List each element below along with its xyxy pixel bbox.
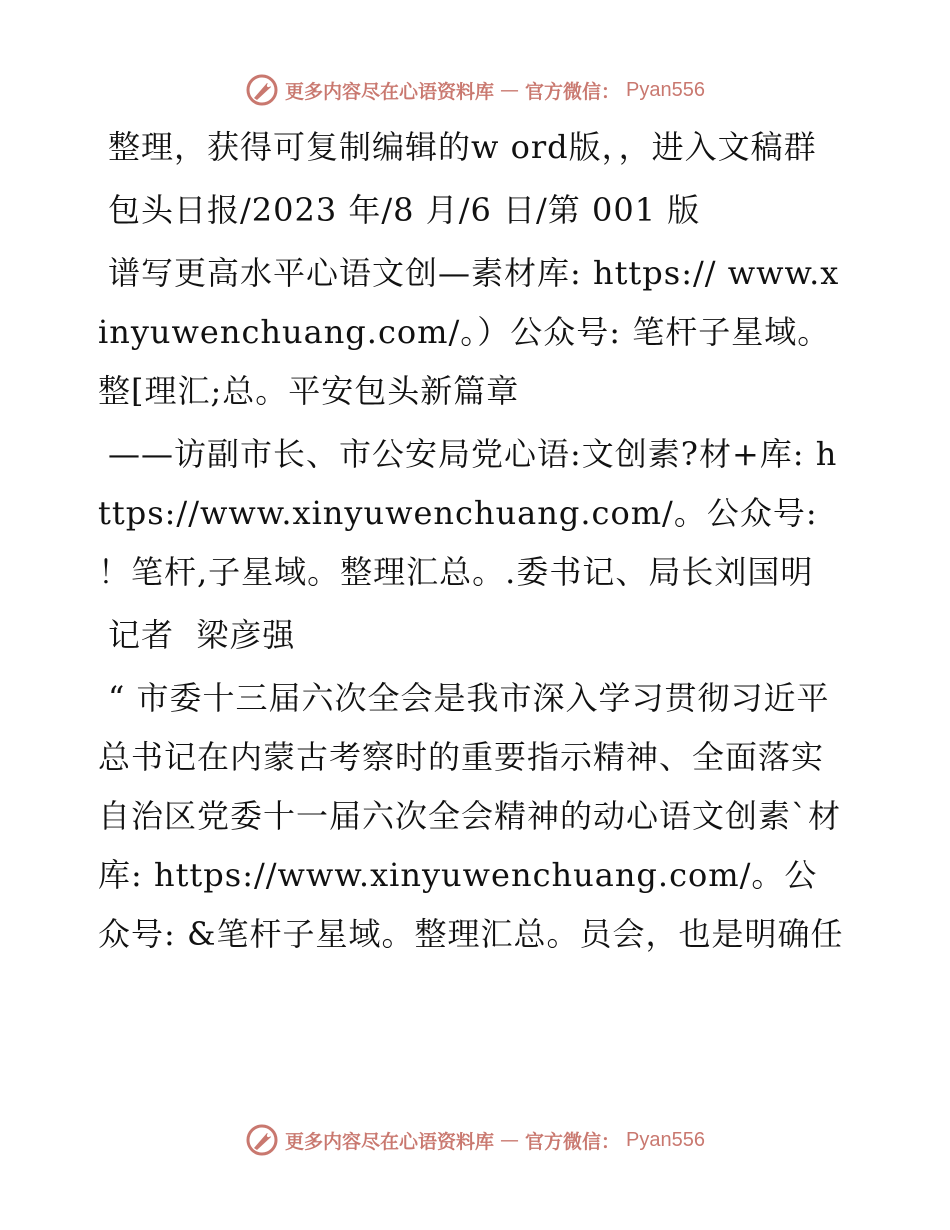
- paragraph-title: 谱写更高水平心语文创—素材库: https:// www.xinyuwenchuang.com/。）公众号: 笔杆子星域。整[理汇;总。平安包头新篇章: [98, 254, 840, 410]
- paragraph-body: “ 市委十三届六次全会是我市深入学习贯彻习近平总书记在内蒙古考察时的重要指示精神、全面落实自治区党委十一届六次全会精神的动心语文创素`材库: https://www.xinyuwenchuang.com/。公众号: &笔杆子星域。整理汇总。员会，也是明确任: [98, 679, 844, 953]
- watermark-handle: Pyan556: [626, 78, 705, 101]
- paragraph-byline: 记者 梁彦强: [108, 616, 296, 654]
- watermark-brand: 更多内容尽在心语资料库: [285, 80, 495, 103]
- watermark-brand: 更多内容尽在心语资料库: [285, 1130, 495, 1153]
- footer-watermark: [0, 1120, 950, 1160]
- paragraph-intro: 整理，获得可复制编辑的w ord版，，进入文稿群: [108, 128, 817, 166]
- watermark-handle: Pyan556: [626, 1128, 705, 1151]
- watermark-dash: —: [500, 79, 520, 101]
- paragraph-source: 包头日报/2023 年/8 月/6 日/第 001 版: [108, 191, 701, 229]
- watermark-dash: —: [500, 1129, 520, 1151]
- watermark-label: 官方微信：: [525, 1130, 621, 1153]
- pen-nib-logo-icon: [245, 73, 279, 107]
- pen-nib-logo-icon: [245, 1123, 279, 1157]
- watermark-label: 官方微信：: [525, 80, 621, 103]
- paragraph-subtitle: ——访副市长、市公安局党心语:文创素?材+库: https://www.xinyuwenchuang.com/。公众号: ！笔杆,子星域。整理汇总。.委书记、局长刘国明: [98, 435, 838, 591]
- document-body: [98, 118, 848, 968]
- header-watermark: [0, 70, 950, 110]
